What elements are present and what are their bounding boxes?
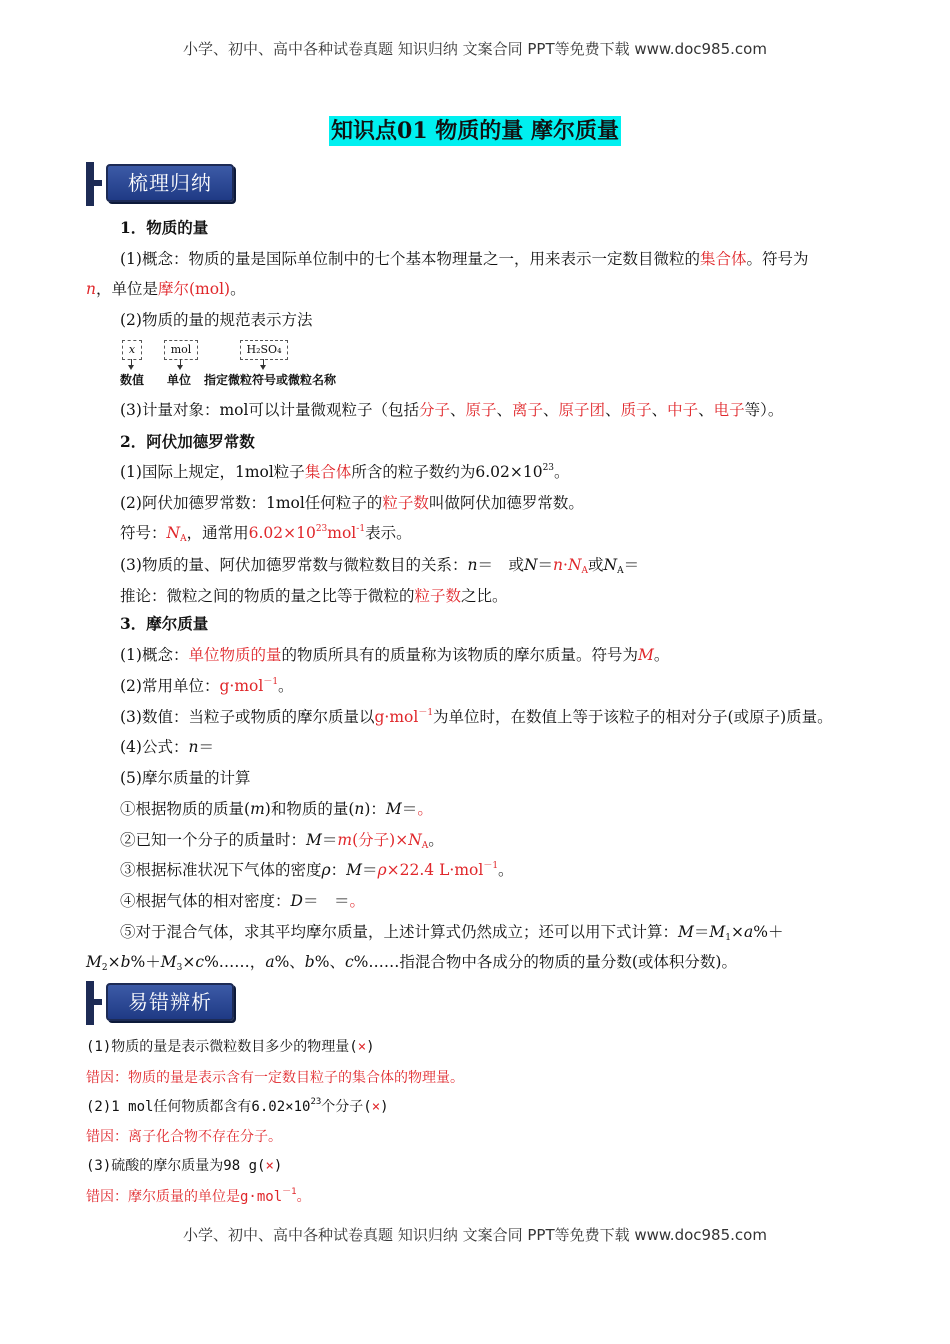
diagram-box-x: x [122,340,142,360]
heading-3: 3．摩尔质量 [120,614,209,633]
para-3-10: ⑤对于混合气体，求其平均摩尔质量，上述计算式仍然成立；还可以用下式计算：$M=M_1\times a\%+$ [120,923,784,943]
mistake-1-reason: 错因：物质的量是表示含有一定数目粒子的集合体的物理量。 [86,1070,464,1086]
para-3-2: (2)常用单位：g·mol$^{-1}$。 [120,677,294,695]
page-footer: 小学、初中、高中各种试卷真题 知识归纳 文案合同 PPT等免费下载 www.doc985.com [183,1226,767,1244]
diagram-caption-particle: 指定微粒符号或微粒名称 [204,373,337,387]
page-title: 知识点01 物质的量 摩尔质量 [331,118,619,144]
section-banner-label: 易错辨析 [128,990,212,1014]
para-3-8: ③根据标准状况下气体的密度ρ：M＝ρ×22.4 L·mol$^{-1}$。 [120,861,514,879]
mistake-1: (1)物质的量是表示微粒数目多少的物理量(×) [86,1039,375,1055]
heading-2: 2．阿伏加德罗常数 [120,432,255,451]
diagram-box-mol: mol [164,340,198,360]
section-banner-label: 梳理归纳 [128,171,212,195]
section-banner-mistakes [86,981,238,1025]
para-2-5: 推论：微粒之间的物质的量之比等于微粒的粒子数之比。 [120,587,508,605]
page-header: 小学、初中、高中各种试卷真题 知识归纳 文案合同 PPT等免费下载 www.doc985.com [183,40,767,58]
mistake-3: (3)硫酸的摩尔质量为98 g(×) [86,1158,283,1174]
para-3-6: ①根据物质的质量(m)和物质的量(n)：M＝。 [120,800,433,818]
para-2-4: (3)物质的量、阿伏加德罗常数与微粒数目的关系：n＝ 或$N=n\cdot N_A$或$N_A=$ [120,556,640,576]
para-2-3: 符号：$N_A$，通常用$6.02\times 10^{23}mol^{-1}$表示。 [120,524,412,544]
diagram-caption-value: 数值 [120,373,145,387]
para-3-9: ④根据气体的相对密度：D＝ ＝。 [120,892,365,910]
para-3-7: ②已知一个分子的质量时：M＝m(分子)$\times N_A$。 [120,831,444,851]
para-1-1b: n，单位是摩尔(mol)。 [86,280,246,298]
diagram-caption-unit: 单位 [167,373,192,387]
heading-1: 1．物质的量 [120,218,209,237]
para-3-10b: $M_2\times b\%+M_3\times c\%\dots\dots$，a%、b%、c%……指混合物中各成分的物质的量分数(或体积分数)。 [86,953,737,973]
para-3-5: (5)摩尔质量的计算 [120,769,251,787]
para-3-1: (1)概念：单位物质的量的物质所具有的质量称为该物质的摩尔质量。符号为M。 [120,646,670,664]
para-2-2: (2)阿伏加德罗常数：1mol任何粒子的粒子数叫做阿伏加德罗常数。 [120,494,584,512]
mistake-2: (2)1 mol任何物质都含有$6.02\times 10^{23}$个分子(×) [86,1097,389,1115]
section-banner-summary [86,162,238,206]
para-3-4: (4)公式：n＝ [120,738,214,756]
diagram-box-formula: H₂SO₄ [240,340,288,360]
para-1-2: (2)物质的量的规范表示方法 [120,311,313,329]
para-1-3: (3)计量对象：mol可以计量微观粒子（包括分子、原子、离子、原子团、质子、中子、电子等）。 [120,401,784,419]
mistake-3-reason: 错因：摩尔质量的单位是g·mol$^{-1}$。 [86,1187,311,1205]
para-2-1: (1)国际上规定，1mol粒子集合体所含的粒子数约为$6.02\times 10^{23}$。 [120,463,570,481]
para-3-3: (3)数值：当粒子或物质的摩尔质量以g·mol$^{-1}$为单位时，在数值上等于该粒子的相对分子(或原子)质量。 [120,708,833,726]
para-1-1: (1)概念：物质的量是国际单位制中的七个基本物理量之一，用来表示一定数目微粒的集合体。符号为 [120,250,809,268]
mistake-2-reason: 错因：离子化合物不存在分子。 [86,1129,282,1145]
